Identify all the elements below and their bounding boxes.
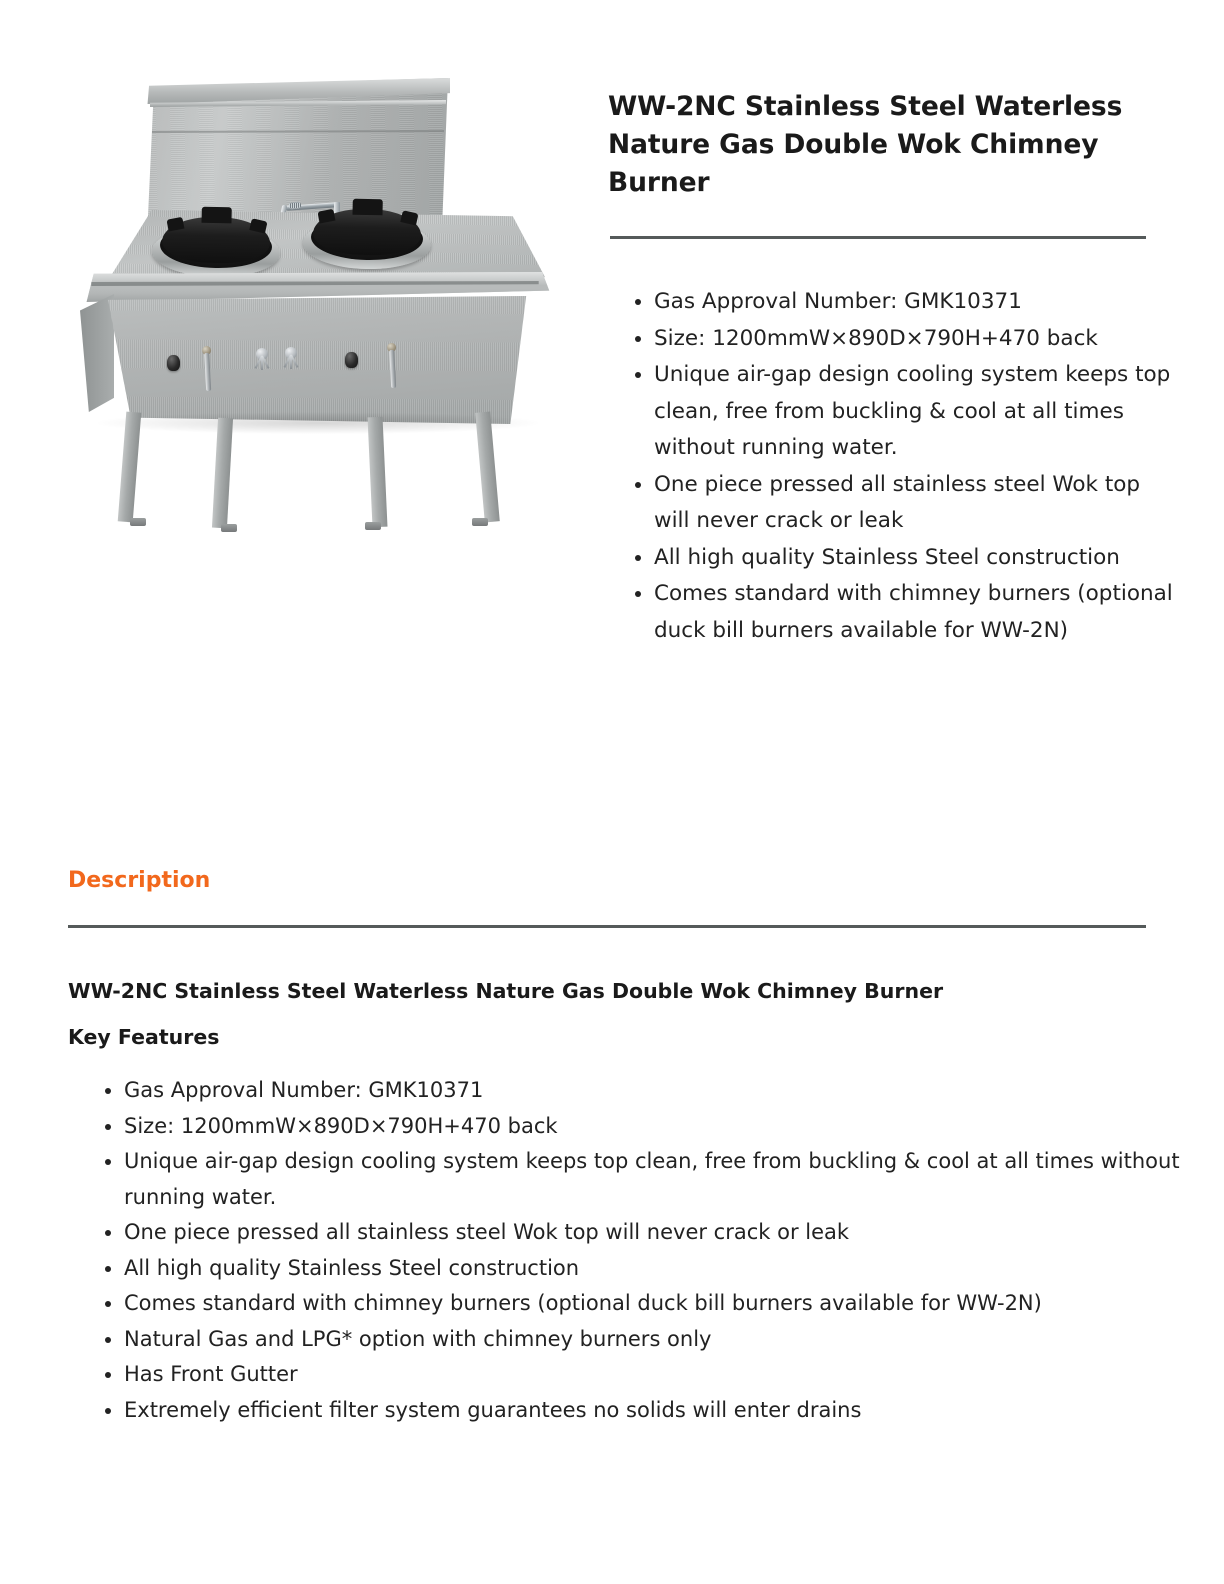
list-item: • Unique air-gap design cooling system keeps top clean, free from buckling & cool at all times without running water.: [654, 357, 1174, 467]
cabinet-front-panel: [90, 296, 542, 424]
list-item: • Unique air-gap design cooling system keeps top clean, free from buckling & cool at all times without running water.: [124, 1144, 1182, 1215]
cabinet-shadow: [98, 412, 538, 434]
wok-burner-illustration: [60, 60, 560, 500]
list-item: • Has Front Gutter: [124, 1357, 1182, 1393]
list-item: • Gas Approval Number: GMK10371: [654, 284, 1174, 321]
star-valve-handle-icon: [252, 348, 272, 372]
list-item: • All high quality Stainless Steel construction: [124, 1251, 1182, 1287]
control-knob-icon: [167, 355, 180, 371]
leg-foot: [221, 524, 237, 532]
summary-divider: [610, 236, 1146, 239]
description-subtitle: [68, 968, 1148, 1060]
list-item: • Size: 1200mmW×890D×790H+470 back: [124, 1109, 1182, 1145]
wok-ring-notch: [317, 209, 335, 224]
stand-leg: [212, 418, 233, 529]
list-item: • Extremely efficient filter system guarantees no solids will enter drains: [124, 1393, 1182, 1429]
list-item: • One piece pressed all stainless steel Wok top will never crack or leak: [654, 467, 1174, 540]
lever-stem: [389, 350, 396, 388]
lever-stem: [204, 353, 211, 391]
cabinet-side-panel: [80, 294, 114, 412]
wok-ring: [313, 208, 422, 256]
star-valve-handle-icon: [281, 347, 301, 371]
description-subtitle-line-2: Key Features: [68, 1025, 220, 1049]
tap-joint: [289, 201, 302, 209]
description-heading: Description: [68, 868, 211, 893]
list-item: • All high quality Stainless Steel construction: [654, 540, 1174, 577]
wok-ring-notch: [352, 199, 382, 216]
list-item: • Gas Approval Number: GMK10371: [124, 1073, 1182, 1109]
description-divider: [68, 925, 1146, 928]
valve-spoke: [261, 356, 263, 370]
wok-ring-notch: [249, 218, 267, 233]
list-item: • Comes standard with chimney burners (optional duck bill burners available for WW-2N): [124, 1286, 1182, 1322]
summary-feature-list: [632, 284, 1174, 649]
list-item: • Comes standard with chimney burners (optional duck bill burners available for WW-2N): [654, 576, 1174, 649]
leg-foot: [130, 518, 146, 526]
leg-foot: [472, 518, 488, 526]
control-knob-icon: [345, 352, 358, 368]
product-image[interactable]: [60, 60, 560, 500]
wok-ring-notch: [400, 210, 418, 225]
description-subtitle-line-1: WW-2NC Stainless Steel Waterless Nature Gas Double Wok Chimney Burner: [68, 979, 944, 1003]
burner-well-left: [151, 214, 280, 279]
valve-spoke: [290, 355, 292, 369]
wok-ring-notch: [201, 207, 231, 224]
page-title: WW-2NC Stainless Steel Waterless Nature Gas Double Wok Chimney Burner: [608, 91, 1123, 198]
leg-foot: [365, 522, 381, 530]
list-item: • One piece pressed all stainless steel Wok top will never crack or leak: [124, 1215, 1182, 1251]
wok-ring-notch: [166, 217, 184, 232]
list-item: • Natural Gas and LPG* option with chimney burners only: [124, 1322, 1182, 1358]
description-feature-list: [90, 1073, 1182, 1428]
burner-well-right: [302, 206, 431, 271]
list-item: • Size: 1200mmW×890D×790H+470 back: [654, 321, 1174, 358]
wok-ring: [162, 216, 271, 264]
product-summary-column: [608, 88, 1148, 202]
